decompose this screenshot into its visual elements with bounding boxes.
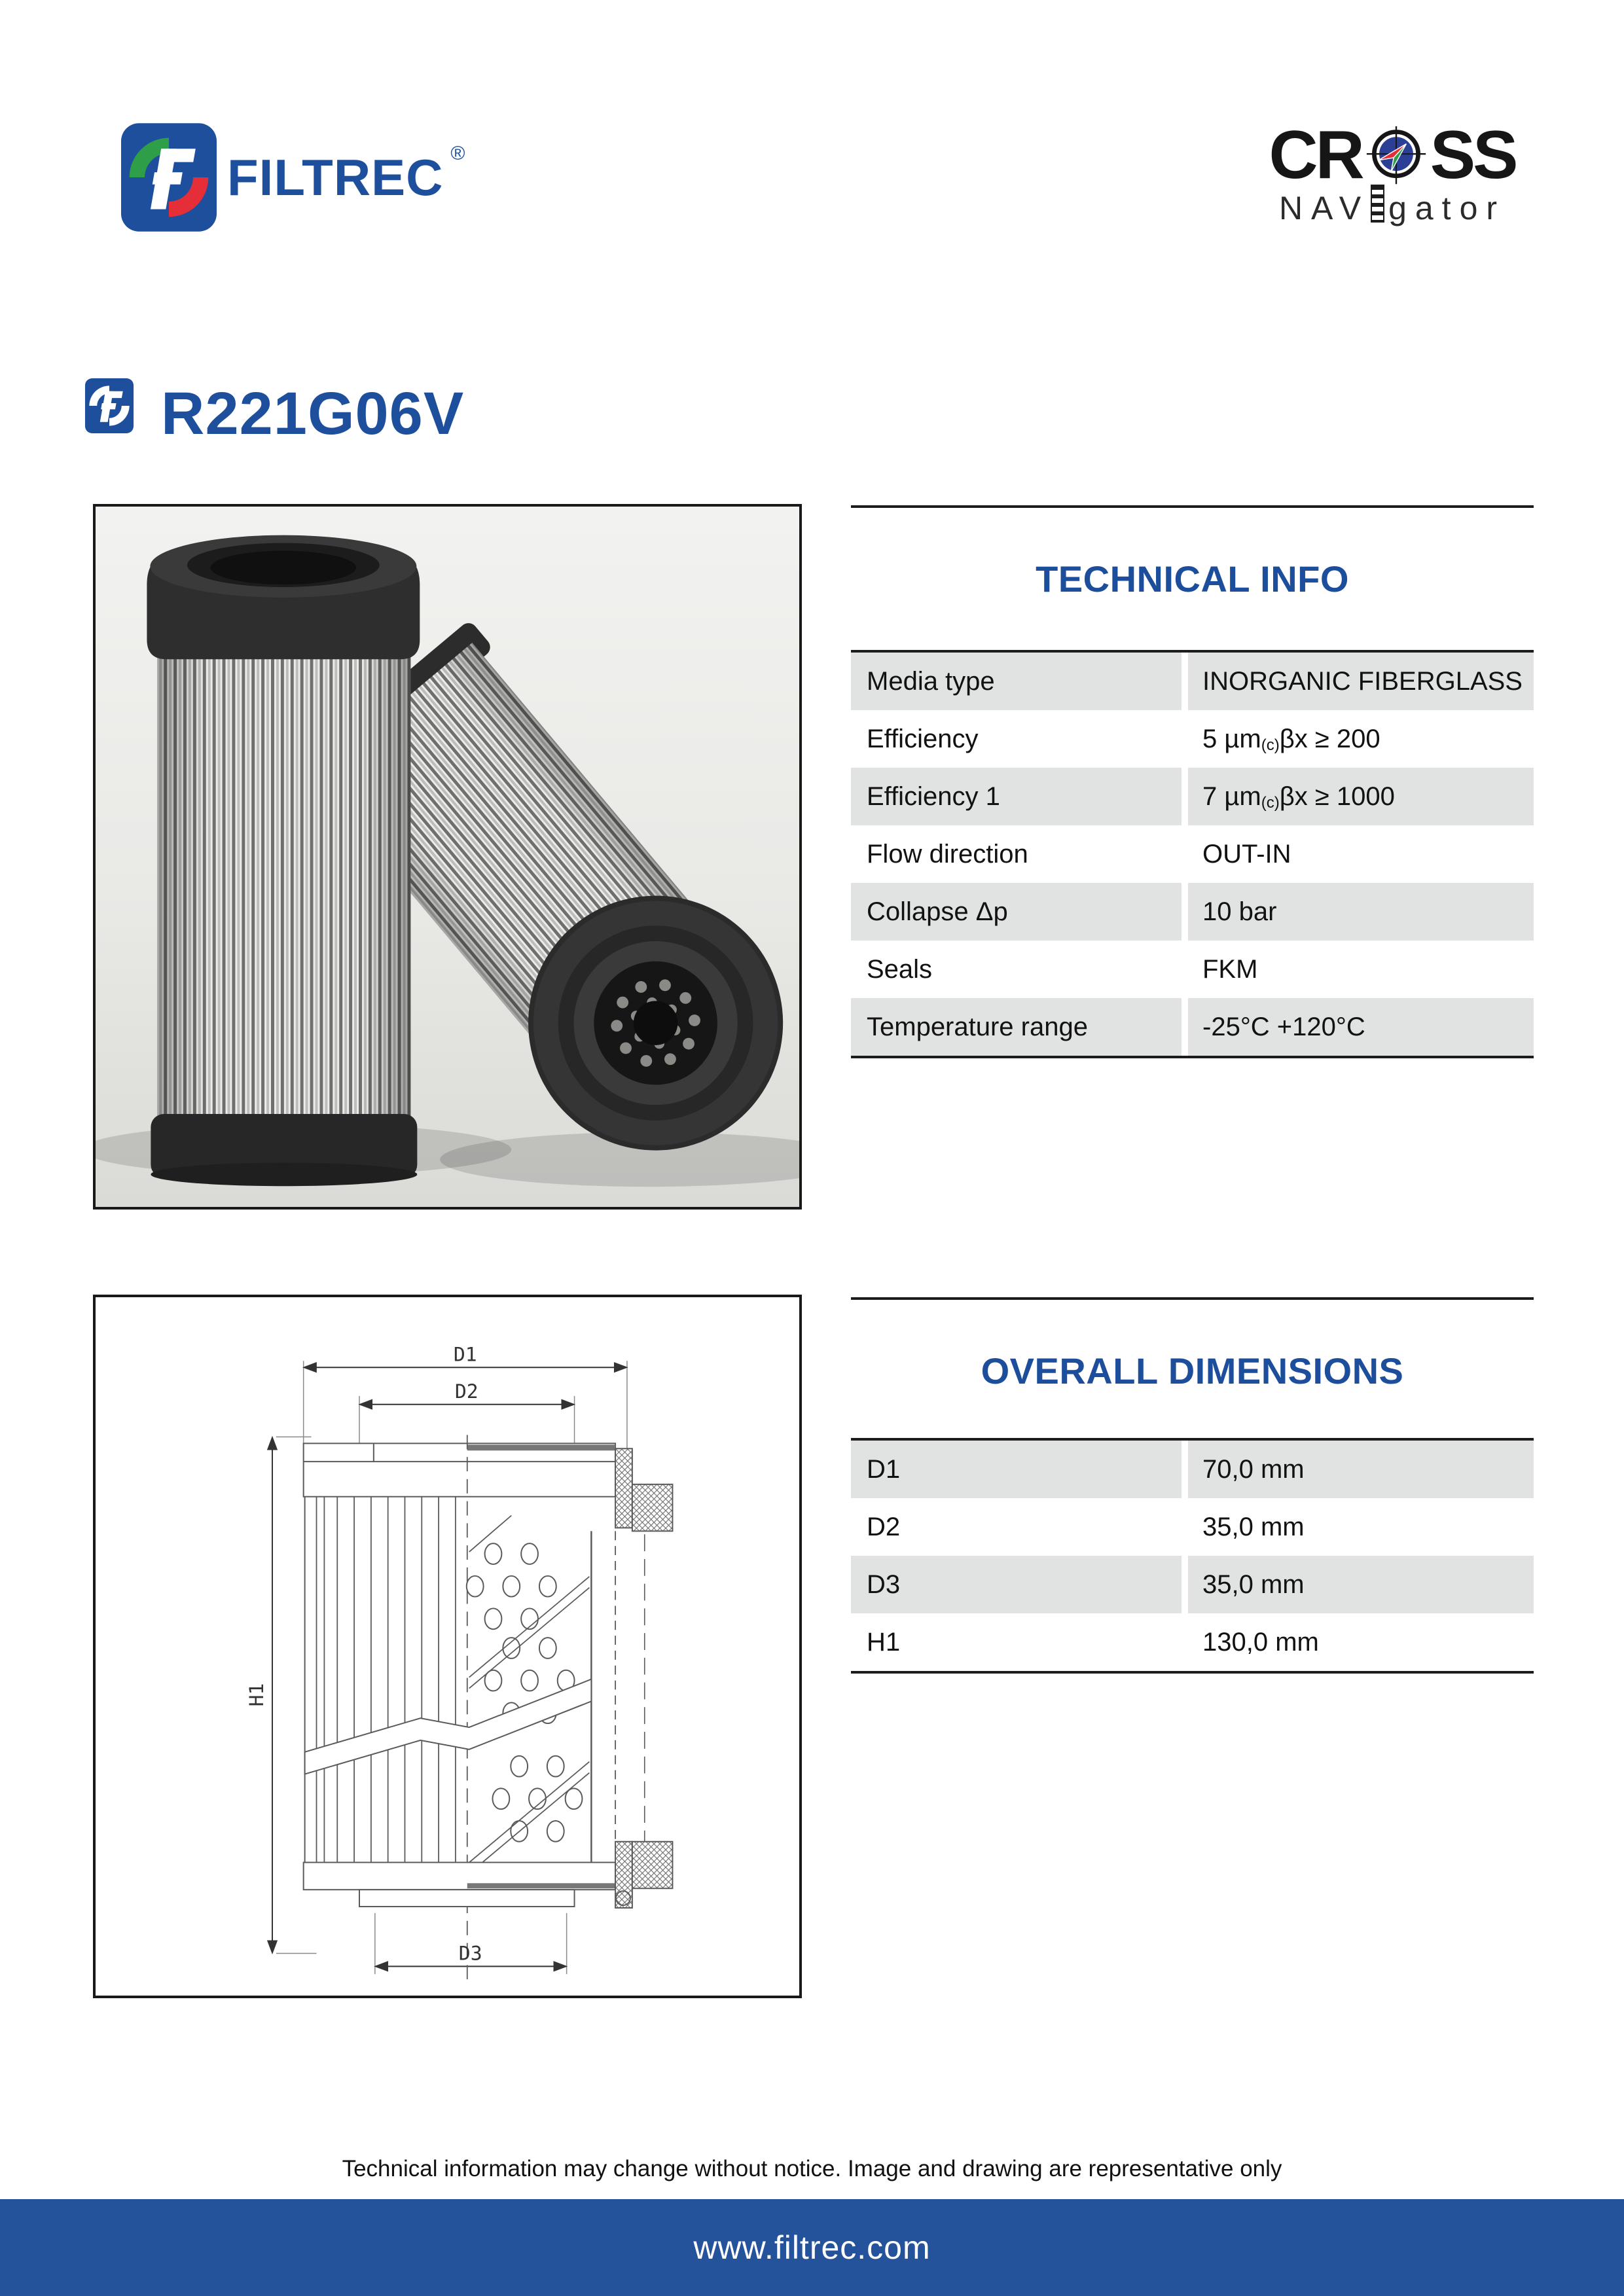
overall-dimensions-title: OVERALL DIMENSIONS — [981, 1350, 1404, 1391]
row-value: 35,0 mm — [1202, 1512, 1305, 1541]
column-gap — [1182, 710, 1188, 768]
table-row — [851, 1556, 1534, 1613]
technical-drawing — [96, 1297, 799, 1996]
row-label: Efficiency 1 — [851, 768, 1182, 825]
product-photo-illustration — [96, 507, 799, 1207]
row-label: H1 — [867, 1627, 901, 1657]
cross-logo-cr: CR — [1269, 117, 1362, 193]
cross-logo-gator: gator — [1388, 189, 1506, 226]
column-gap — [1182, 653, 1188, 710]
column-gap — [1182, 998, 1188, 1056]
product-code: R221G06V — [161, 380, 465, 447]
column-gap — [1182, 941, 1188, 998]
table-row — [851, 768, 1534, 825]
technical-drawing-box — [93, 1295, 802, 1998]
row-value: 7 µm (c) βx ≥ 1000 — [1188, 768, 1534, 825]
row-value: INORGANIC FIBERGLASS — [1188, 653, 1534, 710]
filtrec-logo — [121, 123, 466, 232]
website-link[interactable]: www.filtrec.com — [693, 2229, 931, 2266]
drawing-label-h1: H1 — [245, 1683, 269, 1707]
technical-info-top-rule — [851, 505, 1534, 508]
column-gap — [1182, 1556, 1188, 1613]
table-row — [851, 883, 1534, 941]
column-gap — [1182, 1613, 1188, 1671]
registered-trademark-symbol: ® — [450, 143, 466, 164]
row-value: 130,0 mm — [1202, 1627, 1319, 1657]
table-row — [851, 1498, 1534, 1556]
table-row — [851, 998, 1534, 1056]
table-row — [851, 710, 1534, 768]
row-label: D2 — [867, 1512, 901, 1541]
row-label: Media type — [851, 653, 1182, 710]
footer-bar — [0, 2199, 1624, 2296]
filtrec-logo-text: FILTREC — [227, 149, 444, 206]
row-value: FKM — [1202, 954, 1258, 984]
column-gap — [1182, 825, 1188, 883]
cross-logo-nav: NAV — [1278, 189, 1370, 226]
row-label: Efficiency — [867, 724, 979, 753]
table-row — [851, 1441, 1534, 1498]
filtrec-logo-mark-icon — [121, 123, 217, 232]
row-label: D1 — [851, 1441, 1182, 1498]
column-gap — [1182, 1441, 1188, 1498]
compass-icon — [1365, 125, 1428, 188]
column-gap — [1182, 1498, 1188, 1556]
row-label: Flow direction — [867, 839, 1028, 869]
cross-logo-line2 — [1252, 189, 1533, 227]
table-row — [851, 825, 1534, 883]
drawing-label-d3: D3 — [458, 1942, 482, 1965]
product-photo-box — [93, 504, 802, 1210]
cross-logo-line1 — [1252, 117, 1533, 193]
row-value: 5 µm (c) βx ≥ 200 — [1202, 724, 1380, 754]
overall-dimensions-table — [851, 1438, 1534, 1674]
row-value: OUT-IN — [1202, 839, 1291, 869]
technical-info-title: TECHNICAL INFO — [1036, 558, 1349, 600]
row-value: 70,0 mm — [1188, 1441, 1534, 1498]
disclaimer-text: Technical information may change without notice. Image and drawing are representative only — [342, 2156, 1282, 2181]
row-value: -25°C +120°C — [1188, 998, 1534, 1056]
technical-info-table — [851, 650, 1534, 1058]
row-label: Seals — [867, 954, 933, 984]
row-label: Temperature range — [851, 998, 1182, 1056]
table-row — [851, 1613, 1534, 1671]
row-value: 35,0 mm — [1188, 1556, 1534, 1613]
overall-dimensions-top-rule — [851, 1297, 1534, 1300]
table-row — [851, 941, 1534, 998]
drawing-label-d1: D1 — [453, 1343, 477, 1367]
cross-logo-ss: SS — [1430, 117, 1516, 193]
filtrec-wordmark — [227, 143, 466, 206]
table-row — [851, 653, 1534, 710]
product-code-row — [84, 378, 465, 447]
drawing-label-d2: D2 — [454, 1380, 478, 1403]
cross-navigator-logo — [1252, 117, 1533, 227]
column-gap — [1182, 883, 1188, 941]
column-gap — [1182, 768, 1188, 825]
row-label: Collapse Δp — [851, 883, 1182, 941]
navigator-column-icon — [1371, 185, 1384, 223]
filtrec-mark-small-icon — [84, 378, 135, 433]
row-value: 10 bar — [1188, 883, 1534, 941]
row-label: D3 — [851, 1556, 1182, 1613]
